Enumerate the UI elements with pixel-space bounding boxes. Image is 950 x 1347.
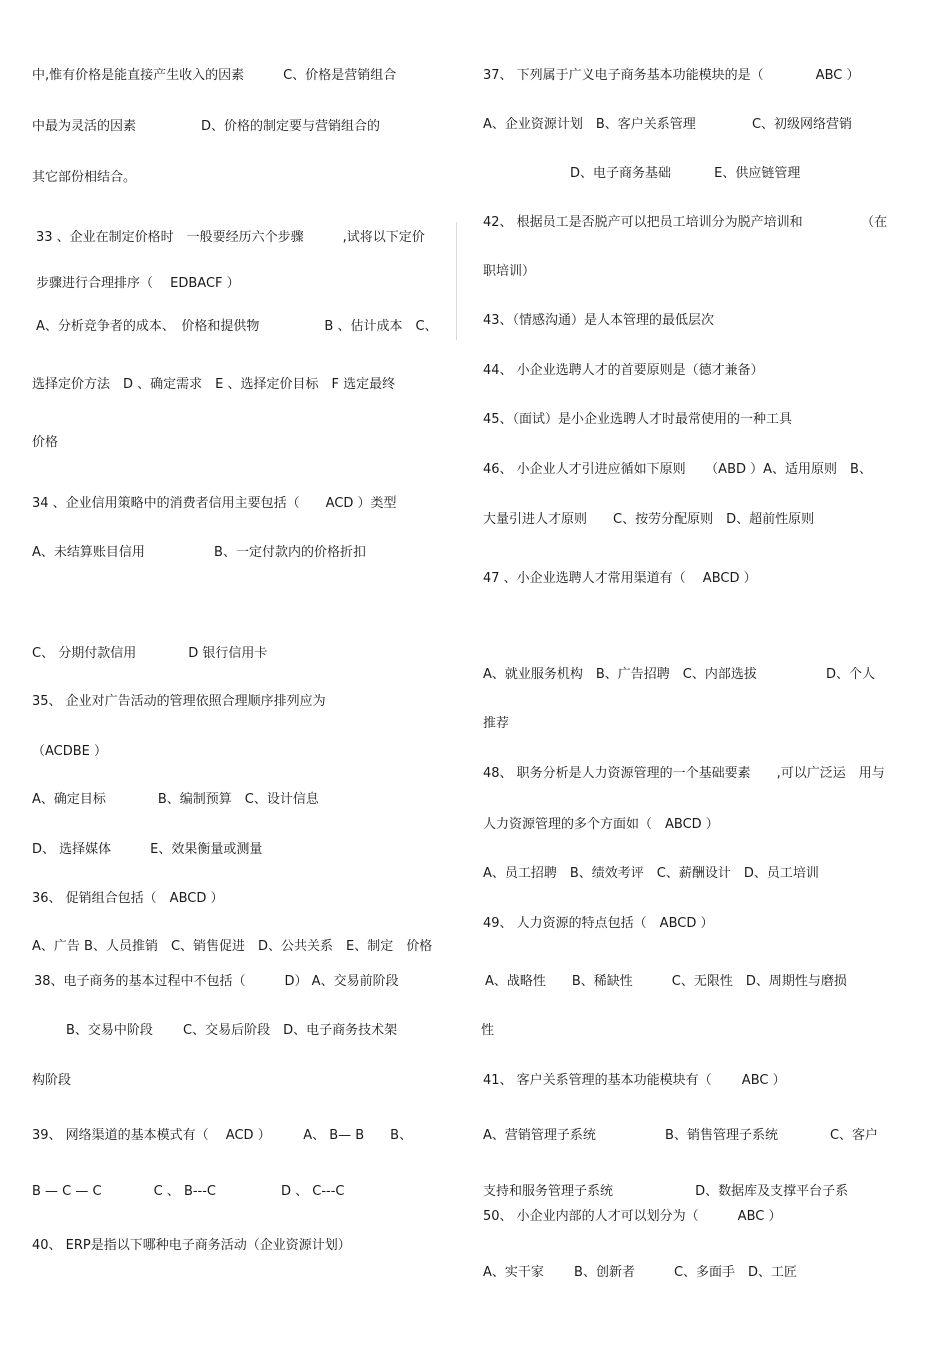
q36-line-1: 36、 促销组合包括（ ABCD ）	[32, 891, 224, 906]
q42-line-1: 42、 根据员工是否脱产可以把员工培训分为脱产培训和 （在	[483, 215, 888, 230]
q38-line-2: B、交易中阶段 C、交易后阶段 D、电子商务技术架	[66, 1023, 398, 1038]
q39-line-2: B — C — C C 、 B---C D 、 C---C	[32, 1184, 345, 1199]
q50-line-1: 50、 小企业内部的人才可以划分为（ ABC ）	[483, 1209, 782, 1224]
q38-line-1: 38、电子商务的基本过程中不包括（ D） A、交易前阶段	[34, 974, 399, 989]
q35-line-2: （ACDBE ）	[32, 744, 108, 759]
q48-line-1: 48、 职务分析是人力资源管理的一个基础要素 ,可以广泛运 用与	[483, 766, 885, 781]
q33-line-4: 选择定价方法 D 、确定需求 E 、选择定价目标 F 选定最终	[32, 377, 396, 392]
q47-line-2: A、就业服务机构 B、广告招聘 C、内部选拔 D、个人	[483, 667, 876, 682]
q32-cont-line-3: 其它部份相结合。	[32, 170, 137, 185]
q46-line-2: 大量引进人才原则 C、按劳分配原则 D、超前性原则	[483, 512, 815, 527]
q33-line-3: A、分析竞争者的成本、 价格和提供物 B 、估计成本 C、	[36, 319, 438, 334]
q50-line-2: A、实干家 B、创新者 C、多面手 D、工匠	[483, 1265, 798, 1280]
q48-line-3: A、员工招聘 B、绩效考评 C、薪酬设计 D、员工培训	[483, 866, 819, 881]
q32-cont-line-1: 中,惟有价格是能直接产生收入的因素 C、价格是营销组合	[32, 68, 397, 83]
q47-line-1: 47 、小企业选聘人才常用渠道有（ ABCD ）	[483, 571, 757, 586]
q37-line-2: A、企业资源计划 B、客户关系管理 C、初级网络营销	[483, 117, 853, 132]
q48-line-2: 人力资源管理的多个方面如（ ABCD ）	[483, 817, 719, 832]
q37-line-3: D、电子商务基础 E、供应链管理	[570, 166, 801, 181]
q36-line-2: A、广告 B、人员推销 C、销售促进 D、公共关系 E、制定 价格	[32, 939, 433, 954]
q34-line-2: A、未结算账目信用 B、一定付款内的价格折扣	[32, 545, 366, 560]
q41-line-3: 支持和服务管理子系统 D、数据库及支撑平台子系	[483, 1184, 849, 1199]
q35-line-1: 35、 企业对广告活动的管理依照合理顺序排列应为	[32, 694, 326, 709]
q37-line-1: 37、 下列属于广义电子商务基本功能模块的是（ ABC ）	[483, 68, 860, 83]
q33-line-5: 价格	[32, 435, 59, 450]
q34-line-1: 34 、企业信用策略中的消费者信用主要包括（ ACD ）类型	[32, 496, 397, 511]
q34-line-3: C、 分期付款信用 D 银行信用卡	[32, 646, 268, 661]
q35-line-4: D、 选择媒体 E、效果衡量或测量	[32, 842, 263, 857]
q33-line-1: 33 、企业在制定价格时 一般要经历六个步骤 ,试将以下定价	[36, 230, 425, 245]
q38-line-3: 构阶段	[32, 1073, 72, 1088]
q49-line-1: 49、 人力资源的特点包括（ ABCD ）	[483, 916, 714, 931]
q47-line-3: 推荐	[483, 716, 510, 731]
q42-line-2: 职培训）	[483, 264, 536, 279]
q41-line-1: 41、 客户关系管理的基本功能模块有（ ABC ）	[483, 1073, 786, 1088]
q35-line-3: A、确定目标 B、编制预算 C、设计信息	[32, 792, 319, 807]
q44-line-1: 44、 小企业选聘人才的首要原则是（德才兼备）	[483, 363, 764, 378]
q49-line-3: 性	[481, 1023, 495, 1038]
q39-line-1: 39、 网络渠道的基本模式有（ ACD ） A、 B— B B、	[32, 1128, 413, 1143]
q32-cont-line-2: 中最为灵活的因素 D、价格的制定要与营销组合的	[32, 119, 381, 134]
q45-line-1: 45、（面试）是小企业选聘人才时最常使用的一种工具	[483, 412, 793, 427]
q46-line-1: 46、 小企业人才引进应循如下原则 （ABD ）A、适用原则 B、	[483, 462, 872, 477]
column-divider	[456, 222, 457, 340]
q33-line-2: 步骤进行合理排序（ EDBACF ）	[36, 276, 240, 291]
q40-line-1: 40、 ERP是指以下哪种电子商务活动（企业资源计划）	[32, 1238, 351, 1253]
q49-line-2: A、战略性 B、稀缺性 C、无限性 D、周期性与磨损	[485, 974, 847, 989]
q43-line-1: 43、（情感沟通）是人本管理的最低层次	[483, 313, 715, 328]
q41-line-2: A、营销管理子系统 B、销售管理子系统 C、客户	[483, 1128, 879, 1143]
